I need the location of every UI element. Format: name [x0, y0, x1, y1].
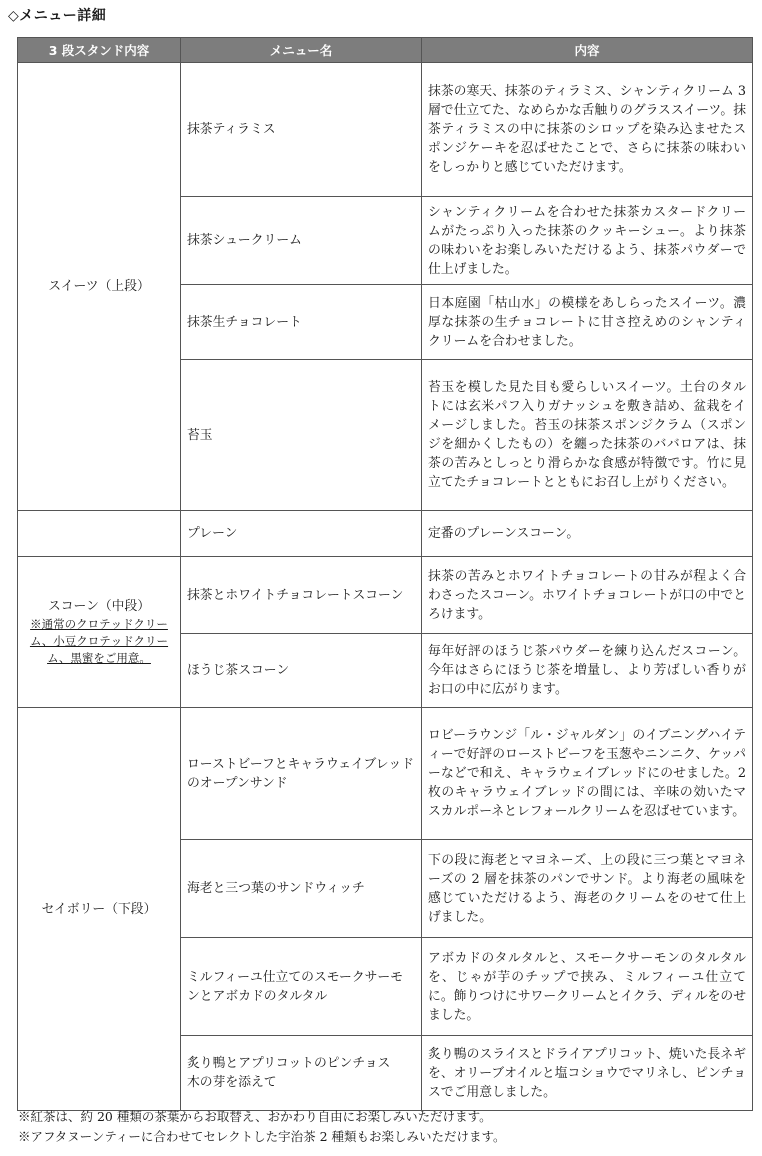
menu-description: ロビーラウンジ「ル・ジャルダン」のイブニングハイティーで好評のローストビーフを玉葱やニンニク、ケッパーなどで和え、キャラウェイブレッドにのせました。2 枚のキャラウェイブレッドの間には、辛味の効いたマスカルポーネとレフォールクリームを忍ばせています。: [422, 708, 753, 840]
header-stand-content: 3 段スタンド内容: [18, 38, 181, 63]
menu-name: 抹茶生チョコレート: [181, 285, 422, 360]
menu-name: プレーン: [181, 511, 422, 557]
menu-description: 炙り鴨のスライスとドライアプリコット、焼いた長ネギを、オリーブオイルと塩コショウでマリネし、ピンチョスでご用意しました。: [422, 1036, 753, 1111]
table-row: [18, 63, 753, 197]
table-row: [18, 708, 753, 840]
menu-description: 毎年好評のほうじ茶パウダーを練り込んだスコーン。今年はさらにほうじ茶を増量し、より芳ばしい香りがお口の中に広がります。: [422, 634, 753, 708]
menu-description: 苔玉を模した見た目も愛らしいスイーツ。土台のタルトには玄米パフ入りガナッシュを敷き詰め、盆栽をイメージしました。苔玉の抹茶スポンジクラム（スポンジを細かくしたもの）を纏った抹茶のババロアは、抹茶の苦みとしっとり滑らかな食感が特徴です。竹に見立てたチョコレートとともにお召し上がりください。: [422, 360, 753, 511]
menu-name: 抹茶ティラミス: [181, 63, 422, 197]
menu-name: 抹茶とホワイトチョコレートスコーン: [181, 557, 422, 634]
page-title: ◇メニュー詳細: [8, 8, 107, 24]
menu-description: 日本庭園「枯山水」の模様をあしらったスイーツ。濃厚な抹茶の生チョコレートに甘さ控えめのシャンティクリームを合わせました。: [422, 285, 753, 360]
header-description: 内容: [422, 38, 753, 63]
table-row: [18, 511, 753, 557]
header-menu-name: メニュー名: [181, 38, 422, 63]
menu-name: ほうじ茶スコーン: [181, 634, 422, 708]
menu-name: 炙り鴨とアプリコットのピンチョス 木の芽を添えて: [181, 1036, 422, 1111]
menu-description: 定番のプレーンスコーン。: [422, 511, 753, 557]
category-scones-note: ※通常のクロテッドクリーム、小豆クロテッドクリーム、黒蜜をご用意。: [29, 617, 169, 665]
menu-name: ローストビーフとキャラウェイブレッドのオープンサンド: [181, 708, 422, 840]
table-row: [18, 557, 753, 634]
menu-description: 抹茶の寒天、抹茶のティラミス、シャンティクリーム 3 層で仕立てた、なめらかな舌触りのグラススイーツ。抹茶ティラミスの中に抹茶のシロップを染み込ませたスポンジケーキを忍ばせたことで、さらに抹茶の味わいをしっかりと感じていただけます。: [422, 63, 753, 197]
menu-name: 抹茶シュークリーム: [181, 197, 422, 285]
menu-description: アボカドのタルタルと、スモークサーモンのタルタルを、じゃが芋のチップで挟み、ミルフィーユ仕立てに。飾りつけにサワークリームとイクラ、ディルをのせました。: [422, 938, 753, 1036]
table-header-row: [18, 38, 753, 63]
menu-description: シャンティクリームを合わせた抹茶カスタードクリームがたっぷり入った抹茶のクッキーシュー。より抹茶の味わいをお楽しみいただけるよう、抹茶パウダーで仕上げました。: [422, 197, 753, 285]
category-empty: [18, 511, 181, 557]
category-scones: [18, 557, 181, 708]
footnotes: [18, 1107, 506, 1147]
menu-description: 抹茶の苦みとホワイトチョコレートの甘みが程よく合わさったスコーン。ホワイトチョコレートが口の中でとろけます。: [422, 557, 753, 634]
menu-name: 苔玉: [181, 360, 422, 511]
footnote-tea: ※紅茶は、約 20 種類の茶葉からお取替え、おかわり自由にお楽しみいただけます。: [18, 1109, 492, 1124]
menu-name: 海老と三つ葉のサンドウィッチ: [181, 840, 422, 938]
menu-name: ミルフィーユ仕立てのスモークサーモンとアボカドのタルタル: [181, 938, 422, 1036]
category-scones-label: スコーン（中段）: [47, 599, 151, 614]
category-savory: セイボリー（下段）: [18, 708, 181, 1111]
menu-description: 下の段に海老とマヨネーズ、上の段に三つ葉とマヨネーズの 2 層を抹茶のパンでサンド。より海老の風味を感じていただけるよう、海老のクリームをのせて仕上げました。: [422, 840, 753, 938]
footnote-uji-tea: ※アフタヌーンティーに合わせてセレクトした宇治茶 2 種類もお楽しみいただけます。: [18, 1129, 506, 1144]
category-sweets: スイーツ（上段）: [18, 63, 181, 511]
menu-table: [17, 37, 753, 1111]
